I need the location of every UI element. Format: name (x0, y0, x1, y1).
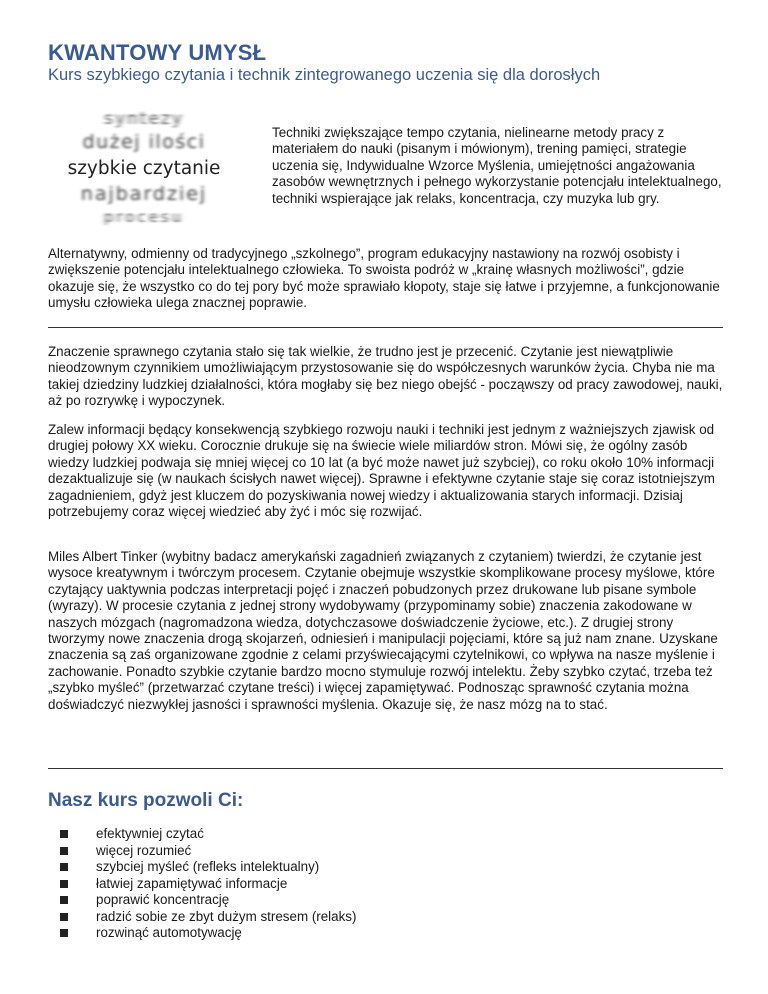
image-word-3: szybkie czytanie (67, 158, 221, 179)
speed-reading-image (48, 108, 240, 228)
list-item: radzić sobie ze zbyt dużym stresem (relaks) (60, 909, 356, 926)
paragraph-3: Zalew informacji będący konsekwencją szybkiego rozwoju nauki i techniki jest jednym z ważniejszych zjawisk od drugiej połowy XX wieku. Corocznie drukuje się na świecie wiele miliardów stron. Mówi się, że ogólny zasób wiedzy ludzkiej podwaja się mniej więcej co 10 lat (a być może nawet już szybciej), co roku około 10% informacji dezaktualizuje się (w naukach ścisłych nawet więcej). Sprawne i efektywne czytanie staje się coraz istotniejszym zagadnieniem, gdyż jest kluczem do pozyskiwania nowej wiedzy i aktualizowania starych informacji. Dzisiaj potrzebujemy coraz więcej wiedzieć aby żyć i móc się rozwijać. (48, 422, 715, 520)
list-item: szybciej myśleć (refleks intelektualny) (60, 859, 356, 876)
list-item: łatwiej zapamiętywać informacje (60, 876, 356, 893)
bullet-square-icon (60, 929, 68, 937)
page-title: KWANTOWY UMYSŁ (48, 40, 267, 65)
bullet-square-icon (60, 830, 68, 838)
bullet-square-icon (60, 896, 68, 904)
benefits-title: Nasz kurs pozwoli Ci: (48, 790, 244, 811)
bullet-square-icon (60, 863, 68, 871)
list-item: rozwinąć automotywację (60, 925, 356, 942)
divider-2 (48, 768, 723, 769)
image-word-1: syntezy (104, 109, 184, 129)
bullet-square-icon (60, 847, 68, 855)
image-word-2: dużej ilości (82, 131, 206, 153)
list-item: więcej rozumieć (60, 843, 356, 860)
paragraph-4: Miles Albert Tinker (wybitny badacz amerykański zagadnień związanych z czytaniem) twierdzi, że czytanie jest wysoce kreatywnym i twórczym procesem. Czytanie obejmuje wszystkie skomplikowane procesy myślowe, które czytający uaktywnia podczas interpretacji pojęć i znaczeń pobudzonych przez drukowane lub pisane symbole (wyrazy). W procesie czytania z jednej strony wydobywamy (przypominamy sobie) znaczenia zakodowane w naszych mózgach (nagromadzona wiedza, dotychczasowe doświadczenie życiowe, etc.). Z drugiej strony tworzymy nowe znaczenia drogą skojarzeń, odniesień i manipulacji pojęciami, które są już nam znane. Uzyskane znaczenia są zaś organizowane zgodnie z celami przyświecającymi czytelnikowi, co wpływa na nasze myślenie i zachowanie. Ponadto szybkie czytanie bardzo mocno stymuluje rozwój intelektu. Żeby szybko czytać, trzeba też „szybko myśleć” (przetwarzać czytane treści) i więcej zapamiętywać. Podnosząc sprawność czytania można doświadczyć niezwykłej jasności i sprawności myślenia. Okazuje się, że nasz mózg na to stać. (48, 549, 718, 712)
list-item: efektywniej czytać (60, 826, 356, 843)
paragraph-2: Znaczenie sprawnego czytania stało się tak wielkie, że trudno jest je przecenić. Czytanie jest niewątpliwie nieodzownym czynnikiem umożliwiającym przystosowanie się do współczesnych warunków życia. Chyba nie ma takiej dziedziny ludzkiej działalności, która mogłaby się bez niego obejść - począwszy od pracy zawodowej, nauki, aż po rozrywkę i wypoczynek. (48, 344, 723, 409)
intro-paragraph: Techniki zwiększające tempo czytania, nielinearne metody pracy z materiałem do nauki (pisanym i mówionym), trening pamięci, strategie uczenia się, Indywidualne Wzorce Myślenia, umiejętności angażowania zasobów wewnętrznych i pełnego wykorzystanie potencjału intelektualnego, techniki wspierające jak relaks, koncentracja, czy muzyka lub gry. (272, 125, 722, 206)
image-word-4: najbardziej (80, 183, 208, 205)
image-word-5: procesu (103, 208, 185, 226)
divider-1 (48, 327, 723, 328)
list-item: poprawić koncentrację (60, 892, 356, 909)
paragraph-1: Alternatywny, odmienny od tradycyjnego „szkolnego”, program edukacyjny nastawiony na rozwój osobisty i zwiększenie potencjału intelektualnego człowieka. To swoista podróż w „krainę własnych możliwości”, gdzie okazuje się, że wszystko co do tej pory być może sprawiało kłopoty, staje się łatwe i przyjemne, a funkcjonowanie umysłu człowieka ulega znacznej poprawie. (48, 246, 720, 311)
page-subtitle: Kurs szybkiego czytania i technik zintegrowanego uczenia się dla dorosłych (48, 66, 601, 84)
benefits-list (60, 826, 356, 942)
bullet-square-icon (60, 913, 68, 921)
bullet-square-icon (60, 880, 68, 888)
